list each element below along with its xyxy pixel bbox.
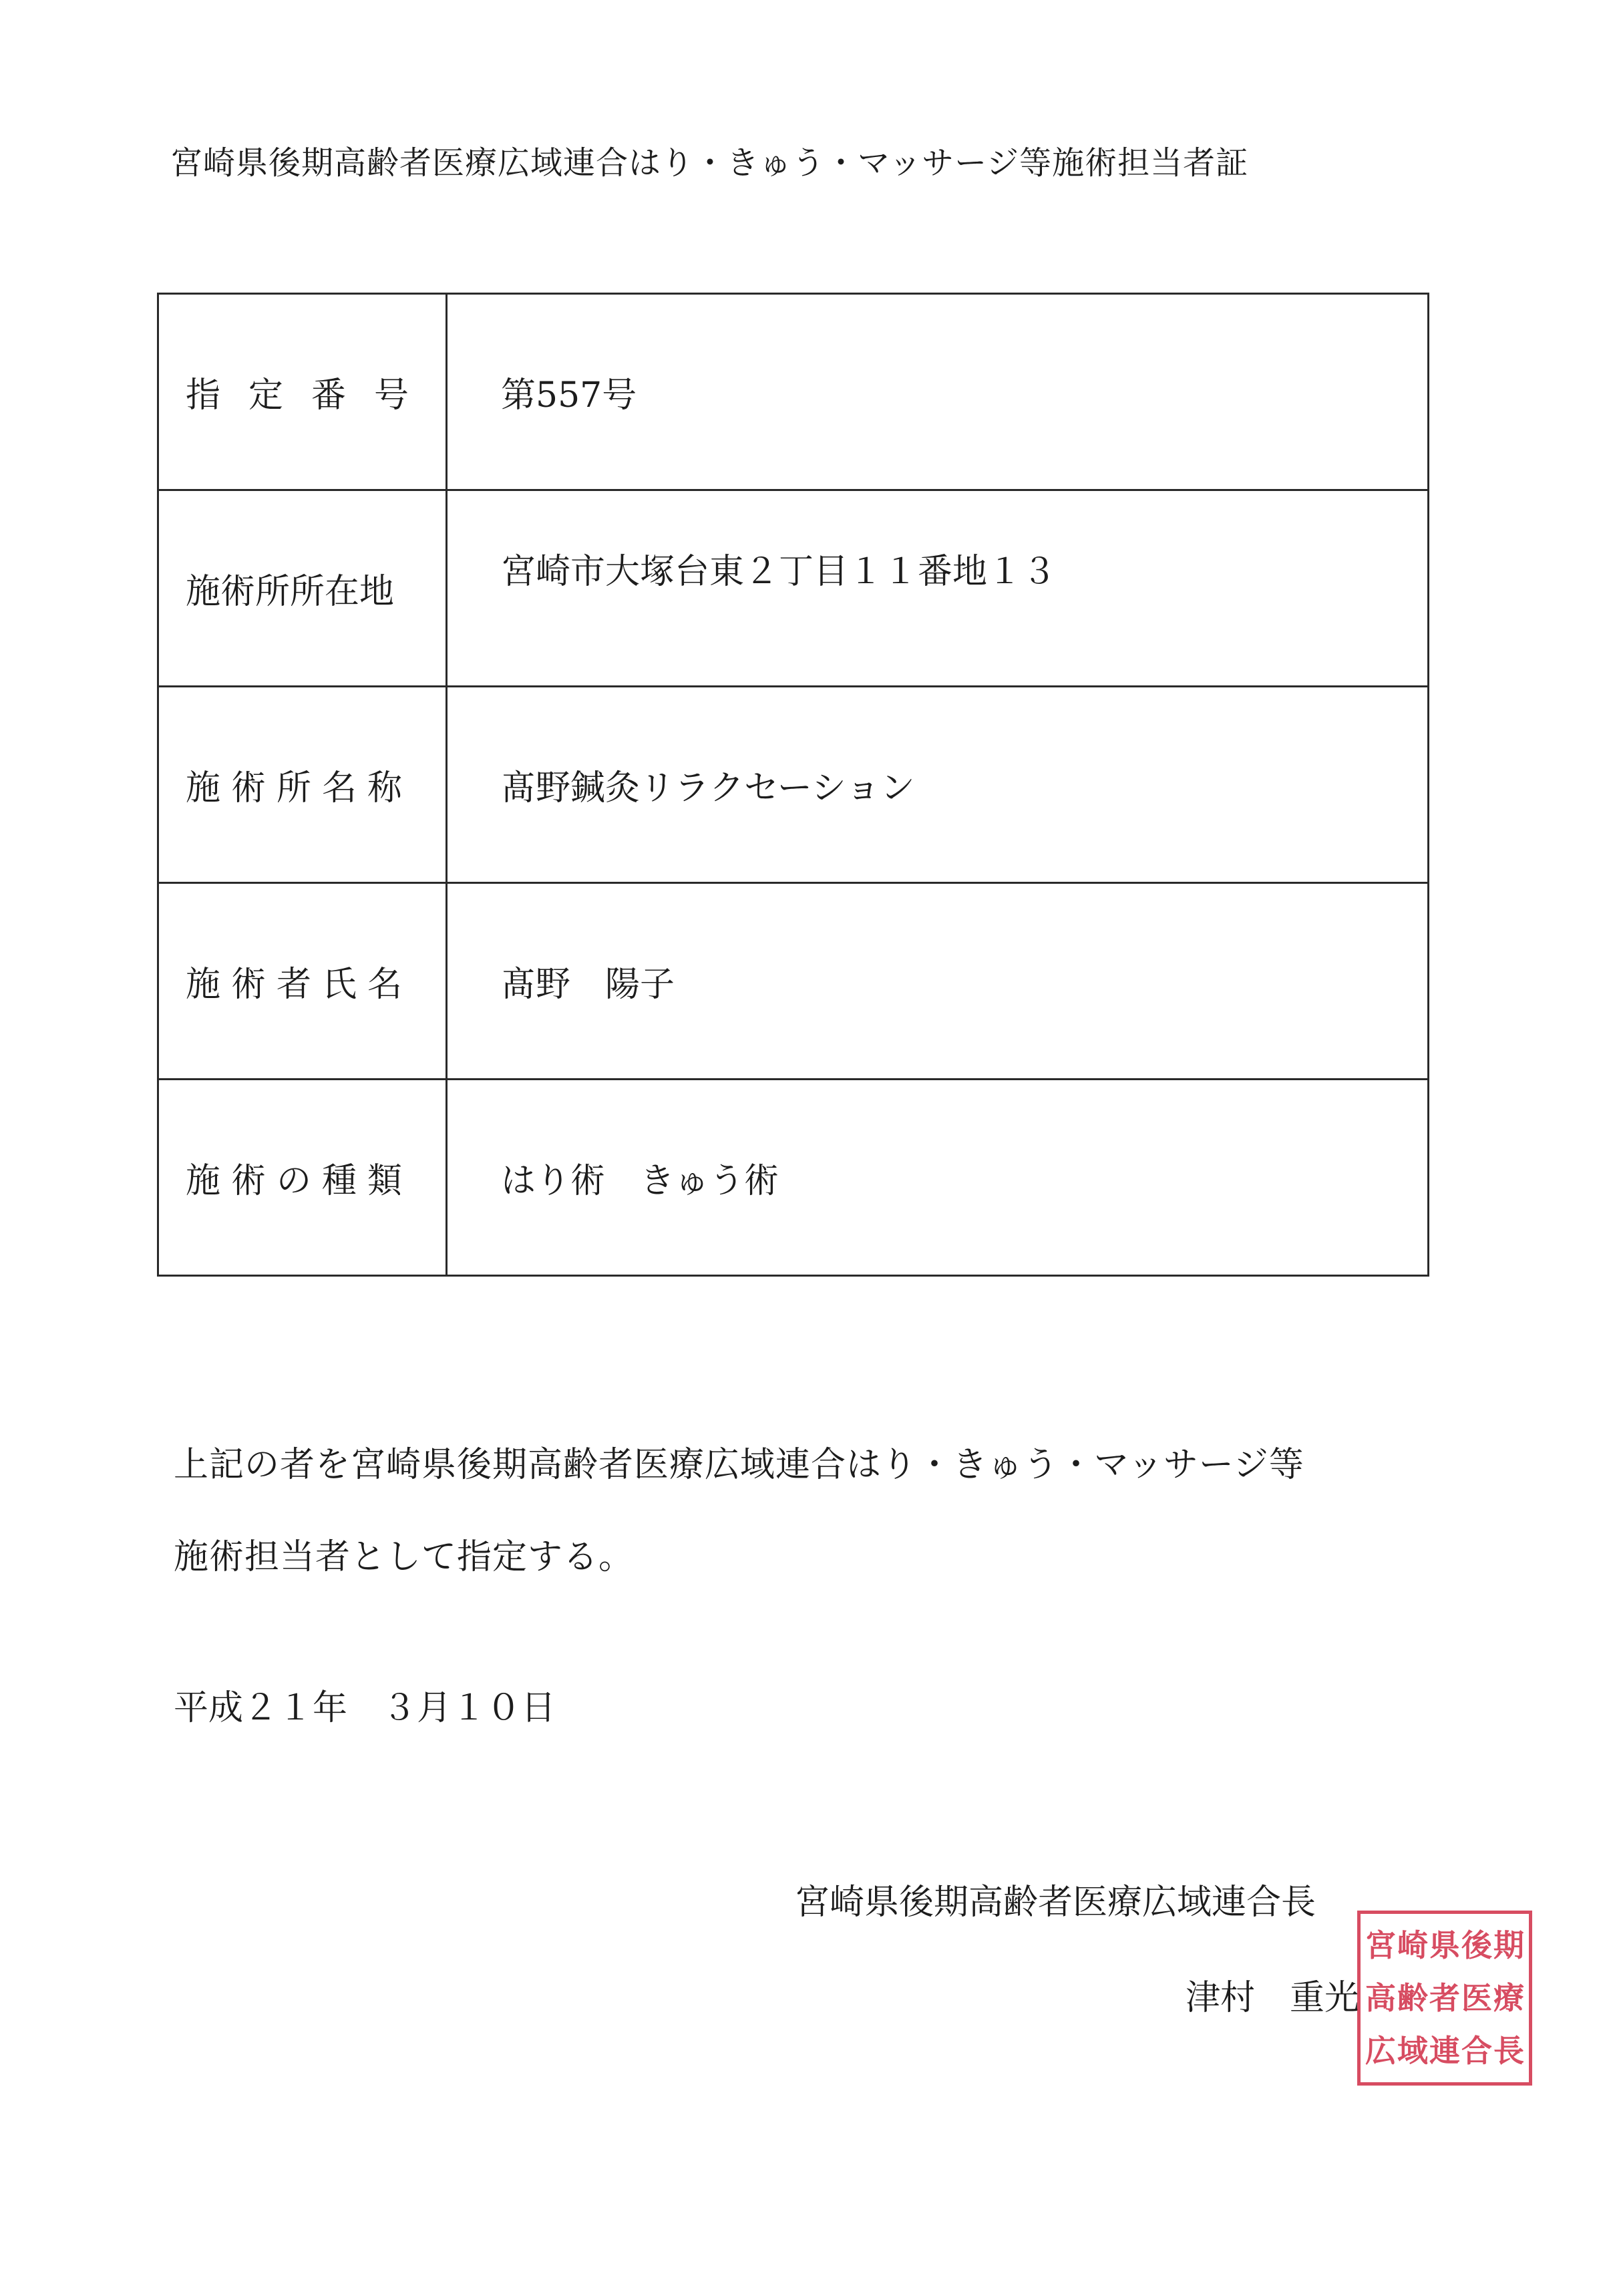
- row-label-designation-number: 指定番号: [158, 294, 447, 490]
- row-label-clinic-address: 施術所所在地: [158, 490, 447, 687]
- seal-character: 連: [1429, 2032, 1460, 2069]
- seal-character: 期: [1493, 1927, 1524, 1964]
- body-line-2: 施術担当者として指定する。: [174, 1537, 635, 1577]
- seal-character: 県: [1429, 1927, 1460, 1964]
- row-label-practitioner-name: 施術者氏名: [158, 883, 447, 1080]
- table-row: [158, 883, 1429, 1080]
- seal-character: 長: [1493, 2032, 1524, 2069]
- row-label-treatment-type: 施術の種類: [158, 1080, 447, 1276]
- official-seal-stamp: [1357, 1911, 1532, 2086]
- row-value-designation-number: 第557号: [447, 294, 1429, 490]
- row-value-practitioner-name: 髙野 陽子: [447, 883, 1429, 1080]
- seal-character: 崎: [1397, 1927, 1428, 1964]
- certificate-table: [157, 293, 1429, 1277]
- seal-character: 域: [1397, 2032, 1428, 2069]
- issue-date: 平成２１年 ３月１０日: [174, 1688, 556, 1728]
- seal-character: 高: [1365, 1979, 1396, 2016]
- seal-character: 医: [1461, 1979, 1492, 2016]
- issuer-title: 宮崎県後期高齢者医療広域連合長: [795, 1882, 1316, 1923]
- issuer-name: 津村 重光: [1186, 1978, 1360, 2018]
- body-line-1: 上記の者を宮崎県後期高齢者医療広域連合はり・きゅう・マッサージ等: [174, 1445, 1304, 1485]
- table-row: [158, 294, 1429, 490]
- seal-character: 広: [1365, 2032, 1396, 2069]
- seal-character: 者: [1429, 1979, 1460, 2016]
- row-value-treatment-type: はり術 きゅう術: [447, 1080, 1429, 1276]
- seal-character: 療: [1493, 1979, 1524, 2016]
- seal-character: 後: [1461, 1927, 1492, 1964]
- table-row: [158, 490, 1429, 687]
- table-row: [158, 687, 1429, 883]
- row-value-clinic-address: 宮崎市大塚台東２丁目１１番地１３: [447, 490, 1429, 687]
- seal-character: 宮: [1365, 1927, 1396, 1964]
- row-label-clinic-name: 施術所名称: [158, 687, 447, 883]
- seal-character: 齢: [1397, 1979, 1428, 2016]
- seal-character: 合: [1461, 2032, 1492, 2069]
- document-title: 宮崎県後期高齢者医療広域連合はり・きゅう・マッサージ等施術担当者証: [170, 144, 1249, 182]
- row-value-clinic-name: 髙野鍼灸リラクセーション: [447, 687, 1429, 883]
- table-row: [158, 1080, 1429, 1276]
